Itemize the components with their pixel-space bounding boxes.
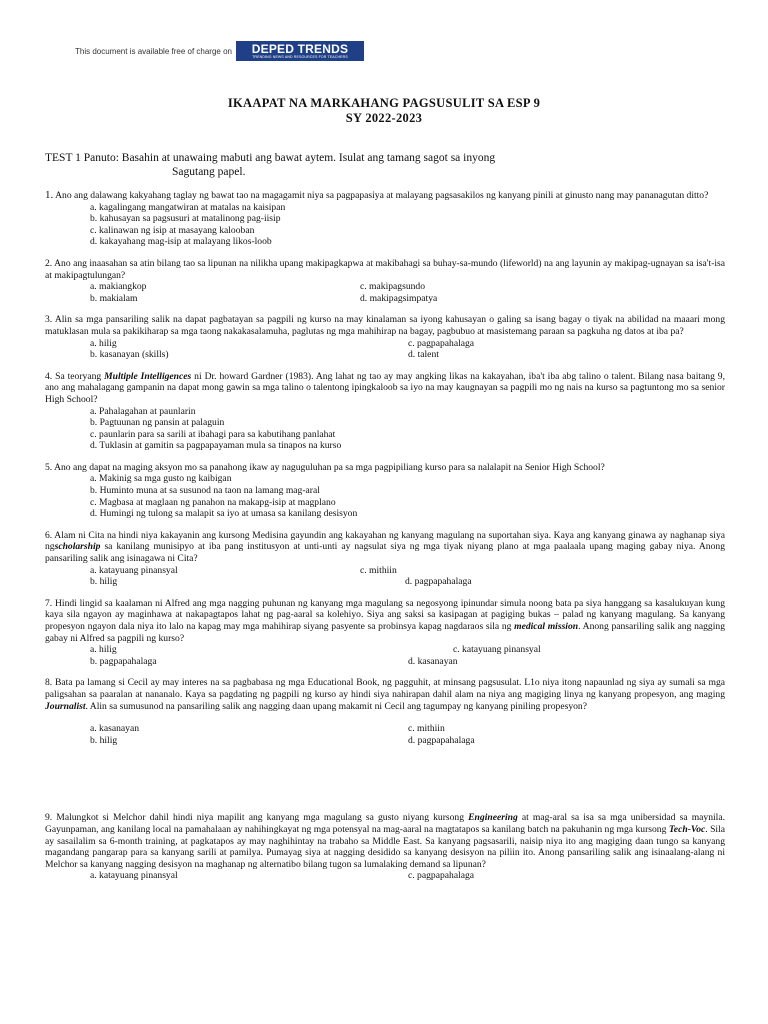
- option-d: d. makipagsimpatya: [360, 292, 438, 304]
- option-d: d. pagpapahalaga: [405, 576, 472, 588]
- option-c: c. katayuang pinansyal: [453, 644, 541, 656]
- option-a: a. Pahalagahan at paunlarin: [90, 405, 196, 417]
- question-2-options: [45, 281, 725, 304]
- option-a: a. Makinig sa mga gusto ng kaibigan: [90, 473, 232, 485]
- question-8-emphasis: Journalist: [45, 700, 86, 712]
- question-1-options: [45, 202, 725, 248]
- option-c: c. mithiin: [360, 564, 397, 576]
- question-1-stem: [45, 190, 725, 202]
- school-year: SY 2022-2023: [345, 111, 423, 125]
- option-b: b. hilig: [90, 734, 118, 746]
- question-8-text-start: 8. Bata pa lamang si Cecil ay may interes na sa pagbabasa ng mga Educational Book, ng pagguhit, at minsang pagsusulat. L1o niya itong napaunlad ng siya ay sumali sa mga paligsahan sa paaralan at nananalo. Kaya sa pagdating ng pagpili ng kurso ay hindi siya nahirapan dahil alam na niya ang magiging linya ng kanyang propesyon, ang maging: [45, 677, 725, 700]
- question-9: [45, 812, 725, 882]
- question-5: [45, 462, 725, 520]
- question-9-options: [45, 870, 725, 882]
- question-6-stem: [45, 530, 725, 565]
- question-7-stem: [45, 598, 725, 644]
- logo-main-text: DEPED TRENDS: [251, 41, 349, 56]
- question-9-text-start: 9. Malungkot si Melchor dahil hindi niya mapilit ang kanyang mga magulang sa gusto niyang kursong: [45, 812, 469, 824]
- question-3-options: [45, 338, 725, 361]
- question-7-emphasis: medical mission: [514, 621, 579, 632]
- question-6-text-end: sa kanilang munisipyo at iba pang institusyon at unti-unti ay nagsulat siya ng mga tiyak niyang plano at mga paalaala upang maging gabay niya. Anong pansariling salik ang isinagawa ni Cita?: [45, 541, 725, 565]
- option-a: a. hilig: [90, 644, 117, 656]
- question-2-text: 2. Ano ang inaasahan sa atin bilang tao sa lipunan na nilikha upang makipagkapwa at makibahagi sa buhay-sa-mundo (lifeworld) na ang layunin ay makipag-ugnayan sa isa't-isa at makipagtulungan?: [45, 257, 725, 281]
- question-7-text-start: 7. Hindi lingid sa kaalaman ni Alfred ang mga nagging puhunan ng kanyang mga magulang sa negosyong ipinundar simula noong bata pa siya hanggang sa kasalukuyan kung kaya sila ngayon ay maginhawa at nakapagtapos lahat ng pag-aaral sa kolehiyo. Siya ang saksi sa kasipagan at pagiging bukas – palad ng kanyang magulang. Sa kanyang propesyon ngayon dala niya ito lalo na kapag may mga mahihirap siyang pasyente sa probinsya kapag nagdaraos sila ng: [45, 597, 725, 632]
- question-3-text: 3. Alin sa mga pansariling salik na dapat pagbatayan sa pagpili ng kurso na may kinalaman sa iyong kahusayan o galing sa isang bagay o tiyak na abilidad na maaari mong matuklasan mula sa pakikiharap sa mga taong nakakasalamuha, paglutas ng mga mahihirap na bagay, pagbubuo at masistemang paraan sa pagkuha ng datos at iba pa?: [45, 314, 725, 337]
- question-4-options: [45, 406, 725, 452]
- question-5-options: [45, 473, 725, 519]
- option-c: c. pagpapahalaga: [408, 337, 475, 349]
- option-a: a. katayuang pinansyal: [90, 564, 178, 576]
- option-d: d. Tuklasin at gamitin sa pagpapayaman mula sa tinapos na kurso: [90, 440, 342, 452]
- question-8-text-end: . Alin sa sumusunod na pansariling salik ang nagging daan upang makamit ni Cecil ang tagumpay ng kanyang piniling propesyon?: [85, 700, 587, 712]
- source-banner: [75, 41, 364, 61]
- logo-sub-text: TRENDING NEWS AND RESOURCES FOR TEACHERS: [252, 54, 348, 59]
- option-c: c. kalinawan ng isip at masayang kalooban: [90, 224, 255, 236]
- option-c: c. Magbasa at maglaan ng panahon na makapg-isip at magplano: [90, 496, 336, 508]
- deped-trends-logo[interactable]: [236, 41, 364, 61]
- option-a: a. katayuang pinansyal: [90, 870, 178, 882]
- question-6-options: [45, 565, 725, 588]
- question-7: [45, 598, 725, 668]
- option-a: a. makiangkop: [90, 281, 147, 293]
- option-b: b. kasanayan (skills): [90, 349, 169, 361]
- exam-content: [45, 152, 725, 892]
- option-c: c. makipagsundo: [360, 281, 426, 293]
- question-9-text-end: . Sila ay sasailalim sa 6-month training, at pagkatapos ay may naghihintay na trabaho sa Middle East. Sa kanyang pagsasarili, naisip niya ito ang magiging daan tungo sa kanyang magandang pangarap para sa kanyang sarili at pamilya. Pumayag siya at nagging desidido sa kanyang desisyon na piliin ito. Anong pansariling salik ang isinaalang-alang ni Melchor sa kanyang nagging desisyon na maghanap ng alternatibo bilang tugon sa lumalaking demand sa lipunan?: [45, 823, 725, 870]
- option-a: a. kasanayan: [90, 723, 140, 735]
- option-b: b. Pagtuunan ng pansin at palaguin: [90, 417, 225, 429]
- question-6-emphasis: scholarship: [54, 541, 101, 553]
- banner-text: This document is available free of charge on: [75, 46, 232, 56]
- question-8-stem: [45, 677, 725, 712]
- option-c: c. pagpapahalaga: [408, 870, 475, 882]
- option-d: d. kakayahang mag-isip at malayang likos-loob: [90, 236, 272, 248]
- question-7-text-end: . Anong pansariling salik ang nagging gabay ni Alfred sa pagpili ng kurso?: [45, 621, 725, 644]
- question-4-emphasis: Multiple Intelligences: [104, 370, 192, 382]
- option-d: d. Humingi ng tulong sa malapit sa iyo at umasa sa kanilang desisyon: [90, 508, 358, 520]
- question-6-text-start: 6. Alam ni Cita na hindi niya kakayanin ang kursong Medisina gayundin ang kakayahan ng kanyang magulang na suportahan siya. Kaya ang kanyang ginawa ay naghanap siya ng: [45, 529, 725, 553]
- question-4-text-end: ni Dr. howard Gardner (1983). Ang lahat ng tao ay may angking likas na kakayahan, iba't iba abg talino o talent. Bilang nasa baitang 9, ano ang mahalagang gampanin na dapat mong gawin sa mga talino o talentong ipingkaloob sa iyo na may kaugnayan sa pagpili mo ng nais na kurso sa pagtuntong mo sa senior High School?: [45, 370, 725, 405]
- question-4-text-start: 4. Sa teoryang: [45, 370, 105, 382]
- instructions-line1: TEST 1 Panuto: Basahin at unawaing mabuti ang bawat aytem. Isulat ang tamang sagot sa inyong: [45, 152, 496, 164]
- question-6: [45, 530, 725, 588]
- option-b: b. Huminto muna at sa susunod na taon na lamang mag-aral: [90, 485, 320, 497]
- question-9-text-middle: at mag-aral sa isa sa mga unibersidad sa maynila. Gayunpaman, ang kanilang local na pamahalaan ay nahihingkayat ng mga potensyal na mag-aaral na magtatapos sa kanilang batch na pakuhanin ng mga kursong: [45, 812, 726, 835]
- option-d: d. kasanayan: [408, 655, 458, 667]
- option-d: d. talent: [408, 349, 439, 361]
- option-b: b. pagpapahalaga: [90, 655, 157, 667]
- question-4-stem: [45, 371, 725, 406]
- question-1-number: 1.: [45, 189, 54, 201]
- instructions: [45, 152, 725, 179]
- question-7-options: [45, 644, 725, 667]
- question-1: [45, 190, 725, 248]
- instructions-line2: Sagutang papel.: [172, 165, 246, 178]
- question-5-text: 5. Ano ang dapat na maging aksyon mo sa panahong ikaw ay naguguluhan pa sa mga pagpipiliang kurso para sa nalalapit na Senior High School?: [45, 461, 605, 473]
- question-9-stem: [45, 812, 725, 870]
- exam-title: IKAAPAT NA MARKAHANG PAGSUSULIT SA ESP 9: [227, 96, 541, 110]
- question-9-emphasis-1: Engineering: [468, 812, 518, 824]
- question-1-text: Ano ang dalawang kakyahang taglay ng bawat tao na magagamit niya sa pagpapasiya at malayang pagsasakilos ng kanyang pinili at ginusto nang may pananagutan ditto?: [53, 190, 709, 201]
- option-c: c. paunlarin para sa sarili at ibahagi para sa kabutihang panlahat: [90, 428, 336, 440]
- option-b: b. kahusayan sa pagsusuri at matalinong pag-iisip: [90, 213, 281, 225]
- option-d: d. pagpapahalaga: [408, 734, 475, 746]
- question-9-emphasis-2: Tech-Voc: [668, 823, 706, 835]
- option-b: b. hilig: [90, 576, 118, 588]
- option-c: c. mithiin: [408, 723, 445, 735]
- option-a: a. hilig: [90, 337, 117, 349]
- question-8: [45, 677, 725, 746]
- question-3: [45, 314, 725, 360]
- question-4: [45, 371, 725, 452]
- question-2: [45, 258, 725, 304]
- option-b: b. makialam: [90, 292, 138, 304]
- option-a: a. kagalingang mangatwiran at matalas na kaisipan: [90, 201, 286, 213]
- question-8-options: [45, 723, 725, 746]
